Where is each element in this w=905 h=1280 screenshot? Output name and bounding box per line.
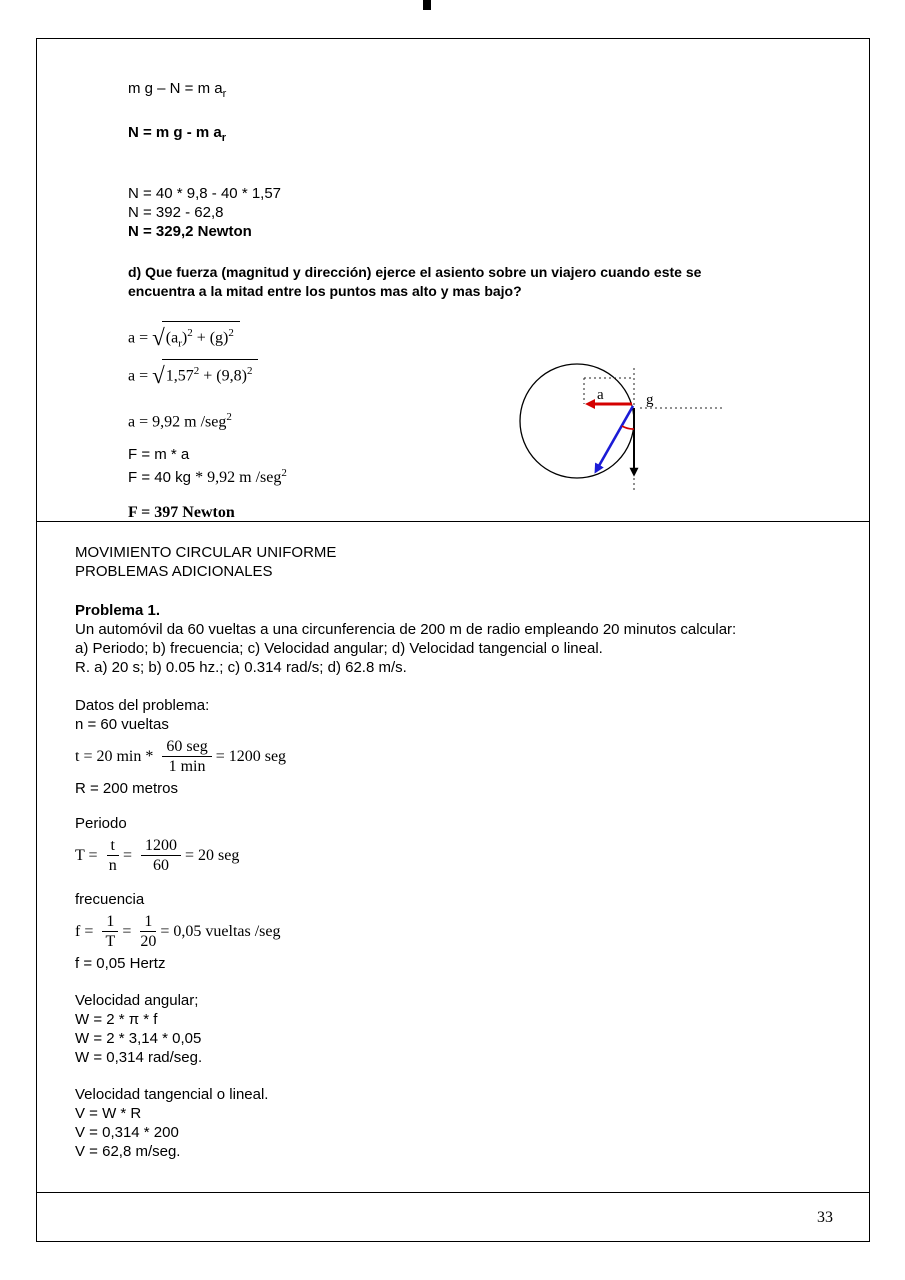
denominator: 20 bbox=[140, 933, 157, 950]
equals-sign: = bbox=[122, 922, 132, 940]
angular-velocity-line: W = 2 * 3,14 * 0,05 bbox=[75, 1030, 202, 1047]
formula-fragment: ) bbox=[181, 329, 188, 347]
document-page bbox=[36, 38, 870, 1242]
calc-result: N = 329,2 Newton bbox=[128, 223, 252, 240]
formula-a-sqrt-general bbox=[128, 321, 861, 353]
equation-mg-minus-n bbox=[128, 79, 861, 104]
formula-fragment: + (9,8) bbox=[199, 366, 247, 384]
formula-fragment: (a bbox=[165, 329, 179, 347]
numerator: 60 seg bbox=[162, 738, 211, 757]
angle-arc bbox=[622, 426, 634, 429]
periodo-label: Periodo bbox=[75, 815, 127, 832]
problem-title: Problema 1. bbox=[75, 602, 161, 619]
calc-line: N = 40 * 9,8 - 40 * 1,57 bbox=[128, 185, 282, 202]
question-line: encuentra a la mitad entre los puntos mas alto y mas bajo? bbox=[128, 283, 522, 299]
formula-fragment: 1,57 bbox=[165, 366, 194, 384]
radical-sign: √ bbox=[152, 362, 165, 388]
formula-fragment: F = 40 kg bbox=[128, 469, 196, 487]
formula-time bbox=[75, 738, 861, 775]
resultant-acceleration-vector bbox=[596, 406, 633, 471]
question-line: d) Que fuerza (magnitud y dirección) ejerce el asiento sobre un viajero cuando este se bbox=[128, 264, 702, 280]
subscript-r: r bbox=[222, 88, 227, 100]
velocidad-angular-label: Velocidad angular; bbox=[75, 992, 199, 1009]
formula-rhs: = 1200 seg bbox=[215, 747, 287, 765]
calc-line: N = 392 - 62,8 bbox=[128, 204, 224, 221]
fraction bbox=[102, 913, 118, 950]
circle-path bbox=[520, 364, 634, 478]
section-problem-d bbox=[37, 39, 869, 522]
angular-velocity-result: W = 0,314 rad/seg. bbox=[75, 1049, 203, 1066]
page-number: 33 bbox=[817, 1209, 833, 1226]
vector-label-g: g bbox=[646, 392, 654, 408]
radical-sign: √ bbox=[152, 325, 165, 351]
formula-fragment: + (g) bbox=[192, 329, 229, 347]
formula-lhs: a = bbox=[128, 366, 149, 384]
denominator: 1 min bbox=[168, 758, 206, 775]
superscript-2: 2 bbox=[187, 327, 193, 339]
section-heading bbox=[75, 543, 861, 581]
formula-f-result: F = 397 Newton bbox=[128, 504, 235, 522]
formula-lhs: f = bbox=[75, 922, 94, 940]
circular-motion-diagram bbox=[500, 352, 740, 502]
superscript-2: 2 bbox=[281, 467, 287, 480]
fraction bbox=[141, 837, 181, 874]
angular-velocity-line: W = 2 * π * f bbox=[75, 1011, 158, 1028]
heading-line: PROBLEMAS ADICIONALES bbox=[75, 563, 273, 580]
formula-f-ma: F = m * a bbox=[128, 446, 190, 464]
superscript-2: 2 bbox=[228, 327, 234, 339]
problem-statement-line: Un automóvil da 60 vueltas a una circunferencia de 200 m de radio empleando 20 minutos calcular: bbox=[75, 621, 737, 638]
section-mcu-problems bbox=[37, 523, 869, 1161]
frecuencia-label: frecuencia bbox=[75, 891, 145, 908]
problem-answers-line: R. a) 20 s; b) 0.05 hz.; c) 0.314 rad/s; d) 62.8 m/s. bbox=[75, 659, 407, 676]
radicand bbox=[162, 359, 259, 385]
formula-a-result bbox=[128, 411, 861, 431]
numerator: 1 bbox=[140, 913, 156, 932]
square-root bbox=[152, 321, 240, 353]
tangential-velocity-result: V = 62,8 m/seg. bbox=[75, 1143, 181, 1160]
formula-lhs: T = bbox=[75, 846, 98, 864]
equation-text: N = m g - m a bbox=[128, 124, 222, 141]
datos-label: Datos del problema: bbox=[75, 697, 210, 714]
page-top-mark bbox=[423, 0, 431, 10]
problem-statement-line: a) Periodo; b) frecuencia; c) Velocidad angular; d) Velocidad tangencial o lineal. bbox=[75, 640, 603, 657]
datos-n: n = 60 vueltas bbox=[75, 716, 169, 733]
numerator: 1 bbox=[102, 913, 118, 932]
formula-rhs: = 0,05 vueltas /seg bbox=[160, 922, 281, 940]
denominator: n bbox=[108, 857, 117, 874]
tangential-velocity-line: V = 0,314 * 200 bbox=[75, 1124, 179, 1141]
formula-fragment: * 9,92 m /seg bbox=[195, 469, 282, 487]
question-d bbox=[128, 263, 861, 301]
subscript-r: r bbox=[178, 337, 182, 350]
equation-n-isolated bbox=[128, 123, 861, 148]
velocidad-tangencial-label: Velocidad tangencial o lineal. bbox=[75, 1086, 269, 1103]
datos-r: R = 200 metros bbox=[75, 780, 178, 797]
superscript-2: 2 bbox=[246, 364, 253, 377]
frequency-result: f = 0,05 Hertz bbox=[75, 955, 166, 972]
superscript-2: 2 bbox=[226, 410, 232, 423]
fraction bbox=[162, 738, 211, 775]
formula-frequency bbox=[75, 913, 861, 950]
fraction bbox=[107, 837, 119, 874]
formula-rhs: = 20 seg bbox=[185, 846, 240, 864]
formula-f-values bbox=[128, 464, 861, 487]
equation-text: m g – N = m a bbox=[128, 80, 223, 97]
subscript-r: r bbox=[221, 132, 227, 144]
superscript-2: 2 bbox=[193, 364, 200, 377]
formula-lhs: a = bbox=[128, 329, 149, 347]
denominator: T bbox=[105, 933, 116, 950]
tangential-velocity-line: V = W * R bbox=[75, 1105, 142, 1122]
equals-sign: = bbox=[122, 846, 132, 864]
formula-period bbox=[75, 837, 861, 874]
numerator: 1200 bbox=[141, 837, 181, 856]
radicand bbox=[162, 321, 240, 353]
fraction bbox=[140, 913, 156, 950]
diagram-svg bbox=[500, 352, 740, 502]
formula-text: a = 9,92 m /seg bbox=[128, 413, 227, 431]
formula-lhs: t = 20 min * bbox=[75, 747, 154, 765]
n-calculation-block bbox=[128, 184, 861, 241]
square-root bbox=[152, 359, 258, 389]
formula-a-sqrt-values bbox=[128, 359, 861, 389]
denominator: 60 bbox=[153, 857, 169, 874]
vector-label-a: a bbox=[597, 387, 604, 403]
footer-rule bbox=[37, 1192, 869, 1193]
numerator: t bbox=[107, 837, 119, 856]
heading-line: MOVIMIENTO CIRCULAR UNIFORME bbox=[75, 544, 337, 561]
